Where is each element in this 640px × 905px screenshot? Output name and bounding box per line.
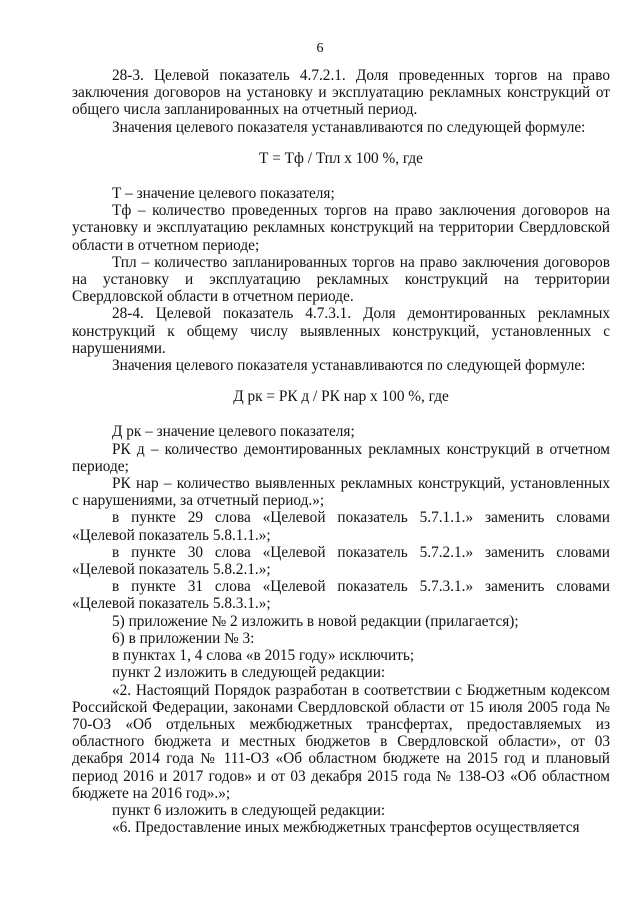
paragraph-28-4: 28-4. Целевой показатель 4.7.3.1. Доля демонтированных рекламных конструкций к общему числу выявленных конструкций, установленных с нарушениями. [72,305,610,357]
point-2-text: «2. Настоящий Порядок разработан в соответствии с Бюджетным кодексом Российской Федерации, законами Свердловской области от 15 июля 2005 года № 70-ОЗ «Об отдельных межбюджетных трансфертах, предоставляемых из областного бюджета и местных бюджетов в Свердловской области», от 03 декабря 2014 года № 111-ОЗ «Об областном бюджете на 2015 год и плановый период 2016 и 2017 годов» и от 03 декабря 2015 года № 138-ОЗ «Об областном бюджете на 2016 год».»; [72,681,610,802]
definition-t: Т – значение целевого показателя; [112,185,335,203]
point-6-text: «6. Предоставление иных межбюджетных трансфертов осуществляется [112,819,580,837]
page-number: 6 [316,41,324,56]
item-6-point-2-intro: пункт 2 изложить в следующей редакции: [112,664,386,682]
definition-tf: Тф – количество проведенных торгов на право заключения договоров на установку и эксплуатацию рекламных конструкций на территории Свердловской области в отчетном периоде; [72,202,610,254]
formula-drk: Д рк = РК д / РК нар х 100 %, где [233,388,449,406]
formula-intro: Значения целевого показателя устанавливаются по следующей формуле: [112,357,586,375]
formula-intro: Значения целевого показателя устанавливаются по следующей формуле: [112,118,586,136]
paragraph-28-3: 28-3. Целевой показатель 4.7.2.1. Доля проведенных торгов на право заключения договоров на установку и эксплуатацию рекламных конструкций от общего числа запланированных на отчетный период. [72,67,610,119]
definition-rkd: РК д – количество демонтированных рекламных конструкций в отчетном периоде; [72,440,610,475]
item-5: 5) приложение № 2 изложить в новой редакции (прилагается); [112,612,519,630]
amendment-31: в пункте 31 слова «Целевой показатель 5.7.3.1.» заменить словами «Целевой показатель 5.8.3.1.»; [72,578,610,613]
amendment-29: в пункте 29 слова «Целевой показатель 5.7.1.1.» заменить словами «Целевой показатель 5.8.1.1.»; [72,509,610,544]
definition-rknar: РК нар – количество выявленных рекламных конструкций, установленных с нарушениями, за отчетный период.»; [72,475,610,510]
document-body [72,67,610,836]
definition-drk: Д рк – значение целевого показателя; [112,423,355,441]
amendment-30: в пункте 30 слова «Целевой показатель 5.7.2.1.» заменить словами «Целевой показатель 5.8.2.1.»; [72,543,610,579]
item-6-point-6-intro: пункт 6 изложить в следующей редакции: [112,801,386,819]
formula-t: Т = Тф / Тпл х 100 %, где [259,149,423,167]
item-6-points-1-4: в пунктах 1, 4 слова «в 2015 году» исключить; [112,647,415,665]
definition-tpl: Тпл – количество запланированных торгов на право заключения договоров на установку и эксплуатацию рекламных конструкций на территории Свердловской области в отчетном периоде. [72,253,610,306]
item-6: 6) в приложении № 3: [112,629,255,647]
